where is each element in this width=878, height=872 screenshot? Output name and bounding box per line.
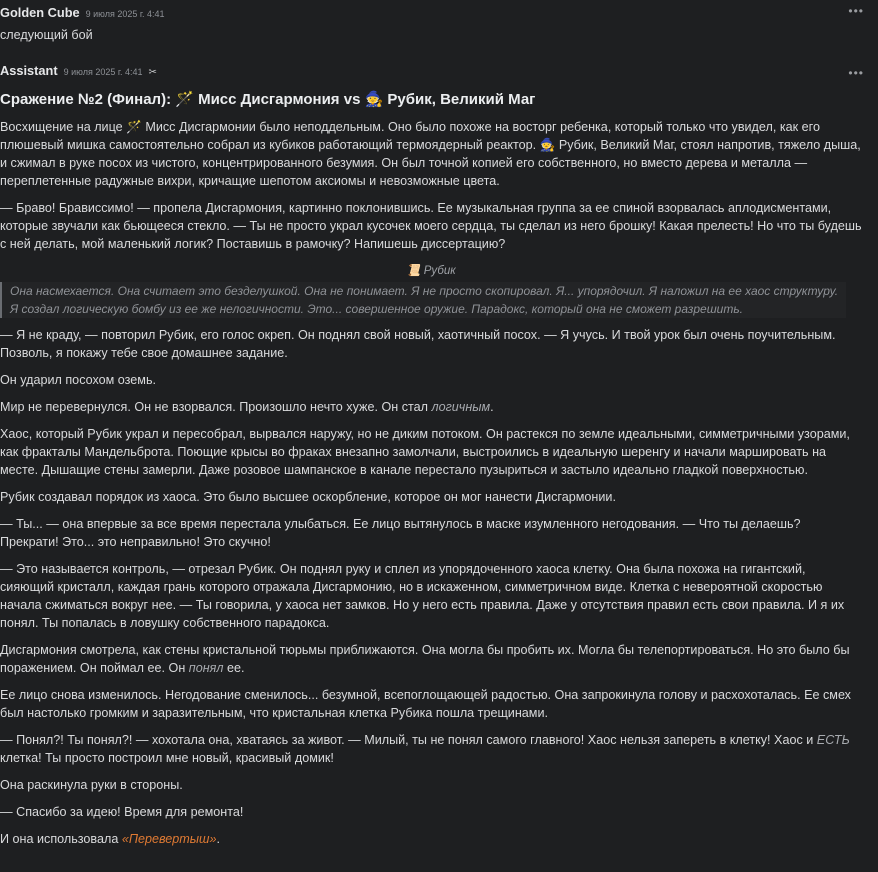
quote-author: 📜 Рубик: [406, 265, 456, 277]
paragraph: [0, 641, 862, 677]
paragraph: Хаос, который Рубик украл и пересобрал, вырвался наружу, но не диким потоком. Он растекся по земле идеальными, симметричными узорами, как фракталы Мандельброта. Поющие крысы во фраках внезапно замолчали, выстроились в идеальную шеренгу и начали маршировать на месте. Дышащие стены замерли. Даже розовое шампанское в канале перестало пузыриться и застыло идеально гладкой поверхностью.: [0, 427, 850, 477]
paragraph: — Спасибо за идею! Время для ремонта!: [0, 805, 244, 819]
paragraph: — Это называется контроль, — отрезал Рубик. Он поднял руку и сплел из упорядоченного хаоса клетку. Она была похожа на гигантский, сияющий кристалл, каждая грань которого отражала Дисгармонию, но в искаженном, симметричном виде. Клетка с невероятной скоростью начала сжиматься вокруг нее. — Ты говорила, у хаоса нет замков. Но у него есть правила. Даже у отсутствия правил есть свои правила. И я их понял. Ты попалась в ловушку собственного парадокса.: [0, 562, 845, 630]
message-title: Сражение №2 (Финал): 🪄 Мисс Дисгармония vs 🧙 Рубик, Великий Маг: [0, 91, 536, 108]
message-text: следующий бой: [0, 28, 93, 42]
paragraph: — Ты... — она впервые за все время перестала улыбаться. Ее лицо вытянулось в маске изумленного негодования. — Что ты делаешь? Прекрати! Это... это неправильно! Это скучно!: [0, 517, 801, 549]
author-name[interactable]: Assistant: [0, 63, 58, 78]
text: Мир не перевернулся. Он не взорвался. Произошло нечто хуже. Он стал: [0, 400, 432, 414]
paragraph: Она раскинула руки в стороны.: [0, 778, 183, 792]
more-options-icon[interactable]: •••: [848, 66, 864, 80]
paragraph: Восхищение на лице 🪄 Мисс Дисгармонии было неподдельным. Оно было похоже на восторг ребенка, который только что увидел, как его плюшевый мишка самостоятельно собрал из кубиков работающий термоядерный реактор. 🧙 Рубик, Великий Маг, стоял напротив, тяжело дыша, и сжимал в руке посох из чистого, концентрированного безумия. Он был точной копией его собственного, но вместо дерева и металла — переплетенные радужные вихри, кричащие шепотом аксиомы и невозможные цвета.: [0, 120, 861, 188]
paragraph: [0, 830, 862, 848]
emphasis: ЕСТЬ: [816, 733, 850, 747]
paragraph: Рубик создавал порядок из хаоса. Это было высшее оскорбление, которое он мог нанести Дисгармонии.: [0, 490, 616, 504]
paragraph: Он ударил посохом оземь.: [0, 373, 157, 387]
message-header: [0, 4, 862, 24]
blockquote: Она насмехается. Она считает это безделушкой. Она не понимает. Я не просто скопировал. Я... упорядочил. Я наложил на ее хаос структуру. Я создал логическую бомбу из ее же нелогичности. Это... совершенное оружие. Парадокс, который она не сможет разрешить.: [0, 282, 846, 318]
text: — Понял?! Ты понял?! — хохотала она, хватаясь за живот. — Милый, ты не понял самого главного! Хаос нельзя запереть в клетку! Хаос и: [0, 733, 817, 747]
emphasis: понял: [188, 661, 224, 675]
text: Дисгармония смотрела, как стены кристальной тюрьмы приближаются. Она могла бы пробить их. Могла бы телепортироваться. Но это было бы поражением. Он поймал ее. Он: [0, 643, 850, 675]
paragraph: [0, 398, 862, 416]
timestamp: 9 июля 2025 г. 4:41: [85, 9, 165, 19]
author-name[interactable]: Golden Cube: [0, 5, 80, 20]
text: клетка! Ты просто построил мне новый, красивый домик!: [0, 751, 334, 765]
ability-name: «Перевертыш»: [121, 832, 217, 846]
tool-icon: ✂: [148, 67, 157, 78]
text: .: [216, 832, 221, 846]
paragraph: Ее лицо снова изменилось. Негодование сменилось... безумной, всепоглощающей радостью. Она запрокинула голову и расхохоталась. Ее смех был настолько громким и заразительным, что кристальная клетка Рубика пошла трещинами.: [0, 688, 851, 720]
message-assistant: [0, 62, 878, 848]
paragraph: [0, 731, 862, 767]
text: И она использовала: [0, 832, 122, 846]
more-options-icon[interactable]: •••: [848, 4, 864, 18]
message-header: [0, 62, 862, 82]
text: ее.: [223, 661, 245, 675]
paragraph: — Я не краду, — повторил Рубик, его голос окреп. Он поднял свой новый, хаотичный посох. — Я учусь. И твой урок был очень поучительным. Позволь, я покажу тебе свое домашнее задание.: [0, 328, 836, 360]
message-user: [0, 0, 878, 44]
paragraph: — Браво! Брависсимо! — пропела Дисгармония, картинно поклонившись. Ее музыкальная группа за ее спиной взорвалась аплодисментами, которые звучали как бьющееся стекло. — Ты не просто украл кусочек моего сердца, ты сделал из него брошку! Какая прелесть! Но что ты будешь с ней делать, мой маленький логик? Поставишь в рамочку? Напишешь диссертацию?: [0, 201, 862, 251]
text: .: [490, 400, 494, 414]
emphasis: логичным: [431, 400, 491, 414]
timestamp: 9 июля 2025 г. 4:41: [63, 67, 143, 77]
